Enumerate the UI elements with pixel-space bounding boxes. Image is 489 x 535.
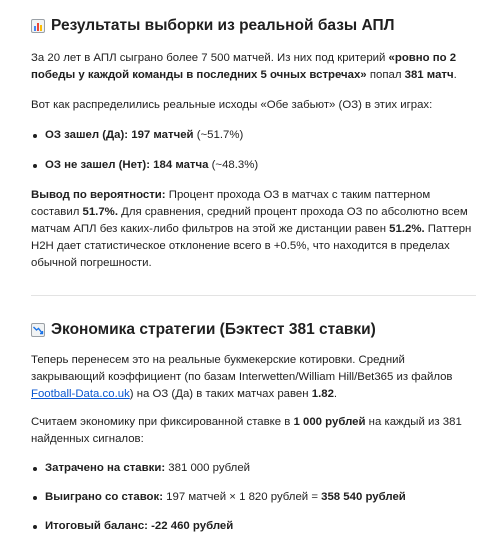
outcome-percent: (~48.3%)	[208, 159, 259, 171]
section-title-text: Результаты выборки из реальной базы АПЛ	[51, 17, 395, 34]
probability-text: Для сравнения, средний процент прохода ОЗ по абсолютно всем матчам АПЛ без каких-либо фильтров на этой же дистанции равен	[31, 206, 468, 235]
outcome-percent: (~51.7%)	[193, 129, 244, 141]
match-count: 381 матч	[404, 69, 454, 81]
item-label: Затрачено на ставки:	[45, 462, 166, 474]
economy-list	[31, 460, 475, 535]
intro-text: За 20 лет в АПЛ сыграно более 7 500 матчей. Из них под критерий	[31, 52, 389, 64]
distribution-paragraph: Вот как распределились реальные исходы «Обе забьют» (ОЗ) в этих играх:	[31, 99, 433, 111]
odds-text: .	[333, 388, 338, 400]
odds-paragraph	[31, 352, 475, 403]
list-item	[31, 489, 475, 506]
section-title-results	[31, 16, 475, 36]
economy-paragraph	[31, 414, 475, 448]
list-item	[31, 157, 475, 174]
odds-text: Теперь перенесем это на реальные букмекерские котировки. Средний закрывающий коэффициент (по базам Interwetten/William Hill/Bet365 из файлов	[31, 354, 453, 383]
outcome-list	[31, 127, 475, 174]
bar-chart-icon	[31, 19, 45, 33]
item-total: 358 540 рублей	[321, 491, 406, 503]
section-divider	[31, 295, 476, 296]
item-value: 197 матчей × 1 820 рублей =	[163, 491, 322, 503]
odds-text: ) на ОЗ (Да) в таких матчах равен	[129, 388, 312, 400]
criterion-text: «ровно по 2 победы у каждой команды в последних 5 очных встречах»	[31, 52, 457, 81]
list-item	[31, 460, 475, 477]
section-title-economy	[31, 320, 475, 340]
economy-text: Считаем экономику при фиксированной ставке в	[31, 416, 294, 428]
item-label: Выиграно со ставок:	[45, 491, 164, 503]
outcome-label: ОЗ не зашел (Нет): 184 матча	[45, 159, 209, 171]
probability-heading: Вывод по вероятности:	[31, 189, 166, 201]
economy-text: на каждый из 381 найденных сигналов:	[31, 416, 462, 445]
trending-down-chart-icon	[31, 323, 45, 337]
intro-text: .	[453, 69, 457, 81]
football-data-link[interactable]: Football-Data.co.uk	[31, 388, 130, 400]
pattern-percent: 51.7%.	[82, 206, 118, 218]
baseline-percent: 51.2%.	[389, 223, 425, 235]
outcome-label: ОЗ зашел (Да): 197 матчей	[45, 129, 194, 141]
intro-text: попал	[366, 69, 405, 81]
item-label: Итоговый баланс: -22 460 рублей	[45, 520, 234, 532]
average-odds: 1.82	[311, 388, 334, 400]
list-item	[31, 127, 475, 144]
stake-amount: 1 000 рублей	[293, 416, 366, 428]
section-title-text: Экономика стратегии (Бэктест 381 ставки)	[51, 321, 376, 338]
probability-text: Паттерн H2H дает статистическое отклонение всего в +0.5%, что находится в пределах обычной погрешности.	[31, 223, 472, 269]
item-value: 381 000 рублей	[165, 462, 251, 474]
list-item	[31, 518, 475, 535]
intro-paragraph	[31, 50, 475, 84]
probability-paragraph	[31, 187, 475, 272]
probability-text: Процент прохода ОЗ в матчах с таким паттерном составил	[31, 189, 431, 218]
